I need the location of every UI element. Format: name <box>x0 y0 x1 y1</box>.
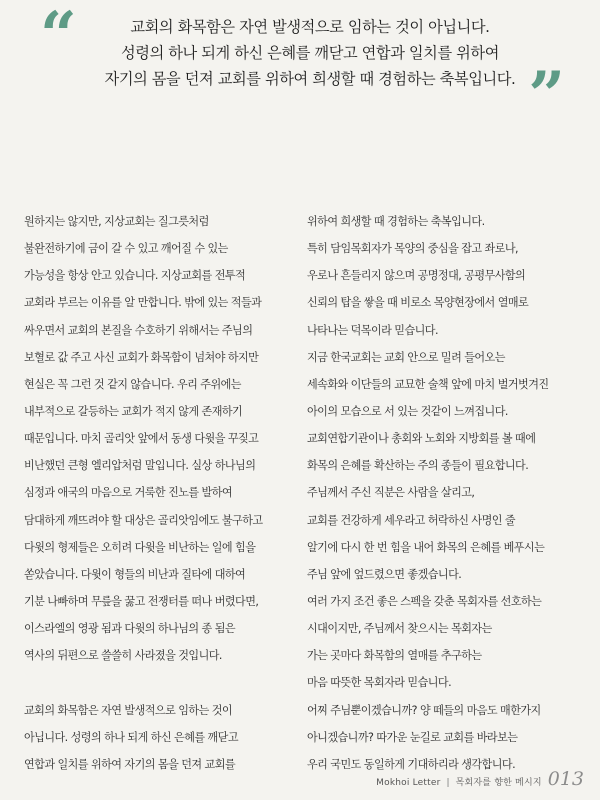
body-line: 세속화와 이단들의 교묘한 술책 앞에 마치 벌거벗겨진 <box>307 377 549 391</box>
body-line: 심정과 애국의 마음으로 거룩한 진노를 발하여 <box>24 486 233 500</box>
body-line: 나타나는 덕목이라 믿습니다. <box>307 323 438 337</box>
body-line: 지금 한국교회는 교회 안으로 밀려 들어오는 <box>307 350 505 364</box>
left-column <box>24 208 292 778</box>
close-quote-mark: ” <box>528 58 565 133</box>
body-line: 다윗의 형제들은 오히려 다윗을 비난하는 일에 힘을 <box>24 540 256 554</box>
body-line: 보혈로 값 주고 사신 교회가 화목함이 넘쳐야 하지만 <box>24 350 259 364</box>
body-line: 교회연합기관이나 총회와 노회와 지방회를 볼 때에 <box>307 432 536 446</box>
body-line: 주님께서 주신 직분은 사람을 살리고, <box>307 486 475 500</box>
body-line: 내부적으로 갈등하는 교회가 적지 않게 존재하기 <box>24 404 243 418</box>
body-line: 비난했던 큰형 엘리압처럼 말입니다. 실상 하나님의 <box>24 459 256 473</box>
page-number: 013 <box>547 768 584 790</box>
body-line: 담대하게 깨뜨려야 할 대상은 골리앗임에도 불구하고 <box>24 513 263 527</box>
page-footer <box>376 768 584 790</box>
body-line: 현실은 꼭 그런 것 같지 않습니다. 우리 주위에는 <box>24 377 241 391</box>
pull-quote-line: 성령의 하나 되게 하신 은혜를 깨닫고 연합과 일치를 위하여 <box>121 44 499 62</box>
body-line: 마음 따뜻한 목회자라 믿습니다. <box>307 676 452 690</box>
body-line: 쏟았습니다. 다윗이 형들의 비난과 질타에 대하여 <box>24 567 246 581</box>
footer-title: Mokhoi Letter <box>376 778 441 788</box>
open-quote-mark: “ <box>40 0 77 73</box>
body-line: 역사의 뒤편으로 쓸쓸히 사라졌을 것입니다. <box>24 649 222 663</box>
body-line: 때문입니다. 마치 골리앗 앞에서 동생 다윗을 꾸짖고 <box>24 432 259 446</box>
body-line: 가는 곳마다 화목함의 열매를 추구하는 <box>307 649 482 663</box>
body-line: 우로나 흔들리지 않으며 공명정대, 공평무사함의 <box>307 269 526 283</box>
body-line: 교회를 건강하게 세우라고 허락하신 사명인 줄 <box>307 513 516 527</box>
body-line: 이스라엘의 영광 됨과 다윗의 하나님의 종 됨은 <box>24 622 236 636</box>
body-line: 가능성을 항상 안고 있습니다. 지상교회를 전투적 <box>24 269 246 283</box>
body-line: 교회의 화목함은 자연 발생적으로 임하는 것이 <box>24 703 233 717</box>
body-line: 싸우면서 교회의 본질을 수호하기 위해서는 주님의 <box>24 323 253 337</box>
body-line: 주님 앞에 엎드렸으면 좋겠습니다. <box>307 567 462 581</box>
pull-quote <box>40 0 565 133</box>
body-line: 어찌 주님뿐이겠습니까? 양 떼들의 마음도 매한가지 <box>307 703 541 717</box>
body-line: 알기에 다시 한 번 힘을 내어 화목의 은혜를 베푸시는 <box>307 540 545 554</box>
paragraph-gap <box>24 669 292 696</box>
body-line: 여러 가지 조건 좋은 스펙을 갖춘 목회자를 선호하는 <box>307 594 542 608</box>
body-line: 원하지는 않지만, 지상교회는 질그릇처럼 <box>24 215 209 228</box>
footer-subtitle: 목회자를 향한 메시지 <box>455 778 542 788</box>
body-line: 아닙니다. 성령의 하나 되게 하신 은혜를 깨닫고 <box>24 730 239 744</box>
body-line: 특히 담임목회자가 목양의 중심을 잡고 좌로나, <box>307 242 519 256</box>
body-line: 위하여 희생할 때 경험하는 축복입니다. <box>307 215 485 228</box>
left-paragraph-2 <box>24 697 292 778</box>
body-line: 교회라 부르는 이유를 알 만합니다. 밖에 있는 적들과 <box>24 296 262 310</box>
body-line: 불완전하기에 금이 갈 수 있고 깨어질 수 있는 <box>24 242 228 256</box>
pull-quote-line: 교회의 화목함은 자연 발생적으로 임하는 것이 아닙니다. <box>130 18 490 36</box>
body-line: 우리 국민도 동일하게 기대하리라 생각합니다. <box>307 757 516 771</box>
body-line: 신뢰의 탑을 쌓을 때 비로소 목양현장에서 열매로 <box>307 296 529 310</box>
right-column <box>307 208 575 778</box>
body-line: 아이의 모습으로 서 있는 것같이 느껴집니다. <box>307 404 508 418</box>
left-paragraph-1 <box>24 208 292 669</box>
body-line: 기분 나빠하며 무릎을 꿇고 전쟁터를 떠나 버렸다면, <box>24 594 259 608</box>
footer-separator: | <box>446 778 450 788</box>
body-line: 화목의 은혜를 확산하는 주의 종들이 필요합니다. <box>307 459 529 473</box>
body-line: 아니겠습니까? 따가운 눈길로 교회를 바라보는 <box>307 730 518 744</box>
pull-quote-text <box>100 14 520 92</box>
pull-quote-line: 자기의 몸을 던져 교회를 위하여 희생할 때 경험하는 축복입니다. <box>104 70 516 88</box>
body-line: 연합과 일치를 위하여 자기의 몸을 던져 교회를 <box>24 757 236 771</box>
body-line: 시대이지만, 주님께서 찾으시는 목회자는 <box>307 622 492 636</box>
